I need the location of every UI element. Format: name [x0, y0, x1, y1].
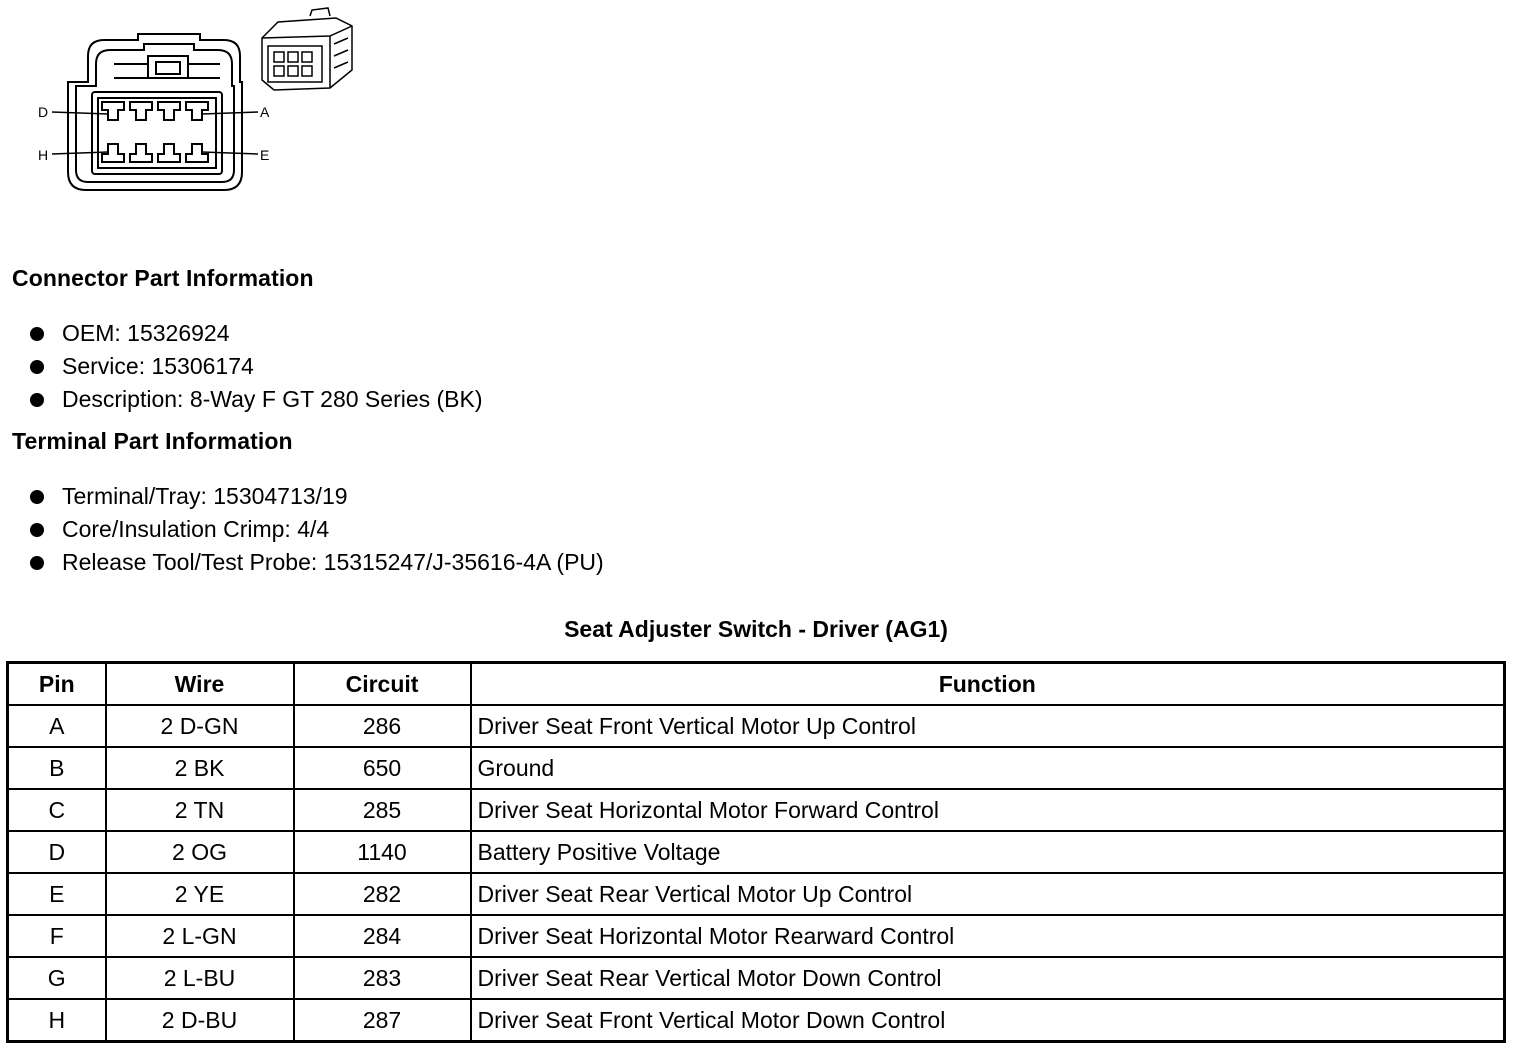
wire-cell: 2 D-BU: [106, 999, 294, 1042]
connector-part-info-heading: Connector Part Information: [12, 265, 314, 291]
column-header-pin: Pin: [8, 663, 106, 706]
circuit-cell: 286: [294, 705, 471, 747]
column-header-function: Function: [471, 663, 1505, 706]
bullet-icon: [30, 490, 44, 504]
bullet-icon: [30, 523, 44, 537]
pin-cell: D: [8, 831, 106, 873]
function-cell: Battery Positive Voltage: [471, 831, 1505, 873]
table-row: [8, 873, 1505, 915]
table-row: [8, 789, 1505, 831]
wire-cell: 2 L-BU: [106, 957, 294, 999]
list-item-text: OEM: 15326924: [62, 320, 230, 346]
top-row-terminals: [102, 102, 208, 120]
bullet-icon: [30, 393, 44, 407]
wire-cell: 2 BK: [106, 747, 294, 789]
pin-label-e: E: [260, 147, 270, 163]
list-item-text: Description: 8-Way F GT 280 Series (BK): [62, 386, 483, 412]
terminal-part-info-list: [30, 480, 604, 579]
terminal-part-info-heading: Terminal Part Information: [12, 428, 293, 454]
pin-label-h: H: [38, 147, 49, 163]
connector-part-info-list: [30, 317, 483, 416]
pin-cell: C: [8, 789, 106, 831]
pin-cell: F: [8, 915, 106, 957]
table-row: [8, 999, 1505, 1042]
wire-cell: 2 D-GN: [106, 705, 294, 747]
bullet-icon: [30, 556, 44, 570]
circuit-cell: 282: [294, 873, 471, 915]
list-item-text: Service: 15306174: [62, 353, 254, 379]
pin-cell: E: [8, 873, 106, 915]
function-cell: Driver Seat Horizontal Motor Rearward Control: [471, 915, 1505, 957]
pinout-table: [6, 661, 1506, 1043]
pin-cell: H: [8, 999, 106, 1042]
wire-cell: 2 TN: [106, 789, 294, 831]
list-item-text: Terminal/Tray: 15304713/19: [62, 483, 348, 509]
list-item-text: Core/Insulation Crimp: 4/4: [62, 516, 330, 542]
list-item: [30, 480, 604, 513]
function-cell: Driver Seat Front Vertical Motor Down Control: [471, 999, 1505, 1042]
function-cell: Driver Seat Rear Vertical Motor Down Control: [471, 957, 1505, 999]
table-header-row: [8, 663, 1505, 706]
table-row: [8, 915, 1505, 957]
function-cell: Driver Seat Horizontal Motor Forward Control: [471, 789, 1505, 831]
circuit-cell: 287: [294, 999, 471, 1042]
pin-cell: B: [8, 747, 106, 789]
function-cell: Driver Seat Rear Vertical Motor Up Control: [471, 873, 1505, 915]
pin-label-a: A: [260, 104, 270, 120]
function-cell: Driver Seat Front Vertical Motor Up Control: [471, 705, 1505, 747]
column-header-circuit: Circuit: [294, 663, 471, 706]
pin-label-d: D: [38, 104, 49, 120]
bullet-icon: [30, 360, 44, 374]
wire-cell: 2 OG: [106, 831, 294, 873]
pin-cell: G: [8, 957, 106, 999]
connector-diagram: [30, 4, 370, 204]
table-row: [8, 705, 1505, 747]
column-header-wire: Wire: [106, 663, 294, 706]
table-row: [8, 747, 1505, 789]
circuit-cell: 283: [294, 957, 471, 999]
bullet-icon: [30, 327, 44, 341]
table-row: [8, 831, 1505, 873]
circuit-cell: 284: [294, 915, 471, 957]
circuit-cell: 285: [294, 789, 471, 831]
function-cell: Ground: [471, 747, 1505, 789]
list-item: [30, 350, 483, 383]
table-row: [8, 957, 1505, 999]
connector-isometric-view: [262, 8, 352, 90]
list-item: [30, 546, 604, 579]
table-title: Seat Adjuster Switch - Driver (AG1): [564, 616, 948, 642]
connector-face-drawing: [30, 4, 370, 204]
wire-cell: 2 L-GN: [106, 915, 294, 957]
pin-cell: A: [8, 705, 106, 747]
circuit-cell: 1140: [294, 831, 471, 873]
bottom-row-terminals: [102, 144, 208, 162]
list-item: [30, 383, 483, 416]
circuit-cell: 650: [294, 747, 471, 789]
list-item-text: Release Tool/Test Probe: 15315247/J-35616-4A (PU): [62, 549, 604, 575]
wire-cell: 2 YE: [106, 873, 294, 915]
list-item: [30, 317, 483, 350]
list-item: [30, 513, 604, 546]
